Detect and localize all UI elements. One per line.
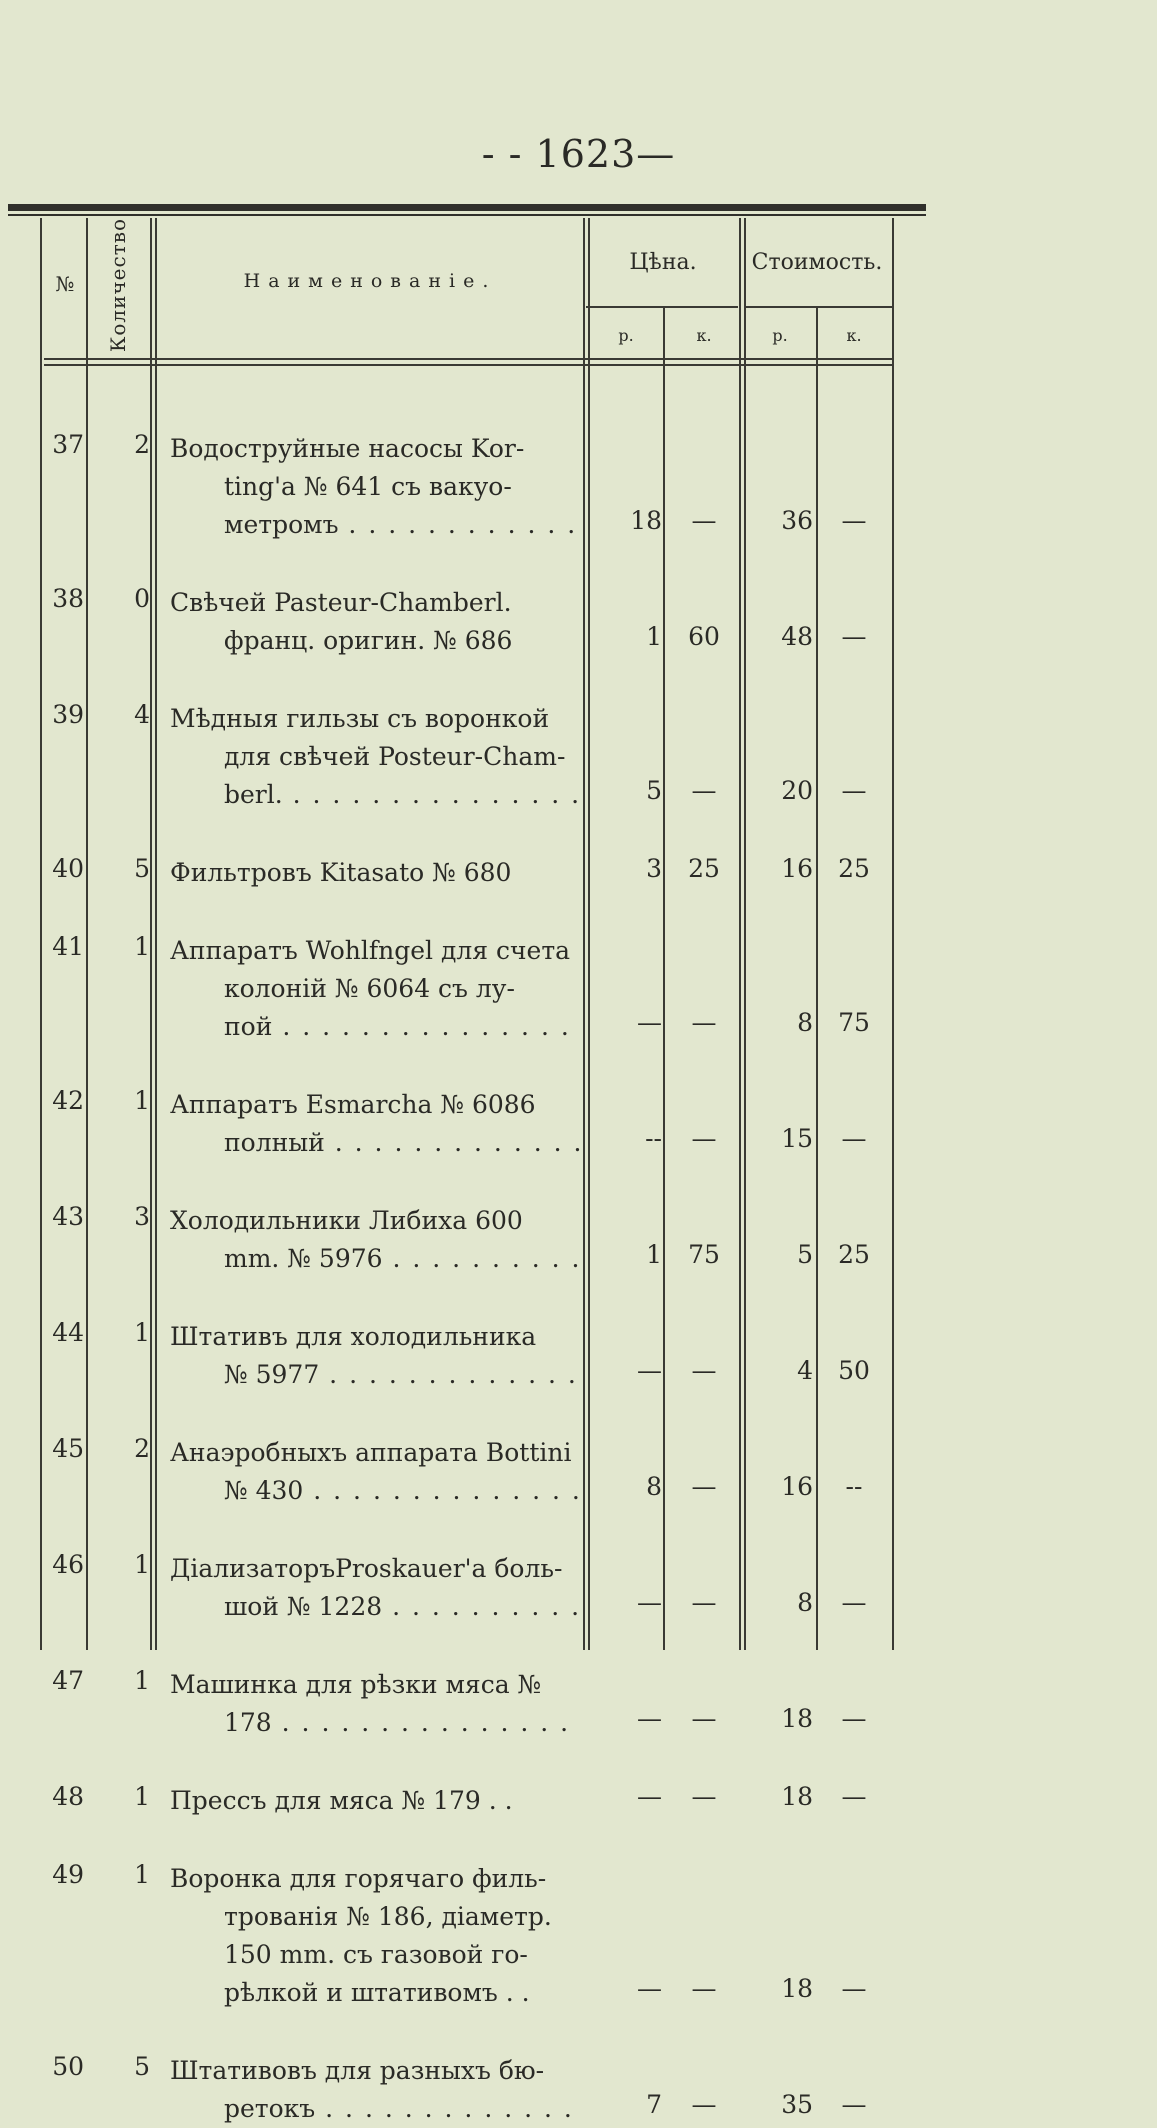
cost-kop: — bbox=[841, 1588, 867, 1617]
price-rub: — bbox=[637, 1704, 662, 1733]
row-name bbox=[170, 1202, 582, 1278]
table-row bbox=[0, 932, 1157, 1046]
row-name-line: Машинка для рѣзки мяса № bbox=[170, 1670, 542, 1699]
row-name-line: трованія № 186, діаметр. bbox=[224, 1902, 552, 1931]
row-name-line: для свѣчей Posteur-Cham- bbox=[224, 742, 566, 771]
table-row bbox=[0, 584, 1157, 660]
price-rub: -- bbox=[645, 1124, 662, 1153]
table-row bbox=[0, 1550, 1157, 1626]
row-name-line: пой . . . bbox=[170, 1008, 582, 1046]
header-name: Наименованіе. bbox=[243, 270, 497, 292]
cost-kop: 75 bbox=[838, 1008, 870, 1037]
header-quantity-label: Количество bbox=[106, 217, 130, 353]
row-name bbox=[170, 1550, 582, 1626]
row-name-line: mm. № 5976 . . . bbox=[170, 1240, 582, 1278]
row-name-line: Прессъ для мяса № 179 . . bbox=[170, 1786, 513, 1815]
cost-rub: 18 bbox=[781, 1782, 813, 1811]
cost-kop: — bbox=[841, 1782, 867, 1811]
cost-kop: — bbox=[841, 1124, 867, 1153]
header-bottom-rule bbox=[44, 358, 892, 360]
top-rule-thin bbox=[8, 214, 926, 216]
price-rub: — bbox=[637, 1008, 662, 1037]
cost-kop: -- bbox=[845, 1472, 863, 1501]
row-name-line: Аппаратъ Esmarcha № 6086 bbox=[170, 1090, 536, 1119]
page-number: - - 1623— bbox=[481, 132, 676, 176]
row-name-line: Холодильники Либиха 600 bbox=[170, 1206, 523, 1235]
row-number: 42 bbox=[52, 1086, 84, 1115]
row-quantity: 1 bbox=[134, 1782, 150, 1811]
row-number: 39 bbox=[52, 700, 84, 729]
row-number: 40 bbox=[52, 854, 84, 883]
header-cost-kop: к. bbox=[846, 326, 862, 345]
price-kop: — bbox=[691, 1704, 717, 1733]
header-price: Цѣна. bbox=[629, 250, 697, 275]
table-row bbox=[0, 1202, 1157, 1278]
row-name-line: ретокъ . . . bbox=[170, 2090, 582, 2128]
row-name bbox=[170, 700, 582, 814]
row-name-line: шой № 1228 . . . bbox=[170, 1588, 582, 1626]
row-quantity: 1 bbox=[134, 1860, 150, 1889]
row-name bbox=[170, 1666, 582, 1742]
row-number: 46 bbox=[52, 1550, 84, 1579]
row-name-line: Аппаратъ Wohlfngel для счета bbox=[170, 936, 571, 965]
cost-rub: 18 bbox=[781, 1704, 813, 1733]
cost-kop: — bbox=[841, 622, 867, 651]
price-kop: 25 bbox=[688, 854, 720, 883]
row-name bbox=[170, 1860, 582, 2012]
row-name-line: франц. оригин. № 686 bbox=[224, 626, 513, 655]
row-quantity: 0 bbox=[134, 584, 150, 613]
row-quantity: 1 bbox=[134, 1086, 150, 1115]
row-number: 43 bbox=[52, 1202, 84, 1231]
row-name-line: Штативъ для холодильника bbox=[170, 1322, 537, 1351]
table-row bbox=[0, 1434, 1157, 1510]
cost-kop: — bbox=[841, 776, 867, 805]
price-kop: — bbox=[691, 1974, 717, 2003]
row-number: 45 bbox=[52, 1434, 84, 1463]
header-cost: Стоимость. bbox=[751, 250, 883, 275]
price-kop: — bbox=[691, 1472, 717, 1501]
header-quantity bbox=[103, 210, 133, 360]
price-rub: — bbox=[637, 1974, 662, 2003]
price-kop: — bbox=[691, 506, 717, 535]
price-rub: 1 bbox=[646, 1240, 662, 1269]
row-number: 41 bbox=[52, 932, 84, 961]
row-name bbox=[170, 430, 582, 544]
price-kop: — bbox=[691, 1124, 717, 1153]
row-name-line: рѣлкой и штативомъ . . bbox=[224, 1978, 530, 2007]
cost-rub: 20 bbox=[781, 776, 813, 805]
top-rule bbox=[8, 204, 926, 211]
cost-rub: 16 bbox=[781, 854, 813, 883]
cost-kop: — bbox=[841, 506, 867, 535]
row-quantity: 1 bbox=[134, 932, 150, 961]
cost-subheader-rule bbox=[744, 306, 892, 308]
row-name-line: berl. . . . bbox=[170, 776, 582, 814]
row-name-line: ДіализаторъProskauer'а боль- bbox=[170, 1554, 563, 1583]
row-name bbox=[170, 1434, 582, 1510]
row-name-line: 150 mm. съ газовой го- bbox=[224, 1940, 528, 1969]
row-name bbox=[170, 854, 582, 892]
table-row bbox=[0, 1086, 1157, 1162]
row-name-line: метромъ . . . bbox=[170, 506, 582, 544]
cost-kop: 25 bbox=[838, 1240, 870, 1269]
row-name-line: Мѣдныя гильзы съ воронкой bbox=[170, 704, 550, 733]
table-row bbox=[0, 1782, 1157, 1820]
row-name bbox=[170, 2052, 582, 2128]
row-name-line: Водоструйные насосы Kor- bbox=[170, 434, 525, 463]
cost-rub: 36 bbox=[781, 506, 813, 535]
cost-kop: — bbox=[841, 2090, 867, 2119]
cost-rub: 15 bbox=[781, 1124, 813, 1153]
table-row bbox=[0, 1860, 1157, 2012]
price-rub: 5 bbox=[646, 776, 662, 805]
row-number: 44 bbox=[52, 1318, 84, 1347]
row-name bbox=[170, 1782, 582, 1820]
table-row bbox=[0, 430, 1157, 544]
row-quantity: 4 bbox=[134, 700, 150, 729]
row-quantity: 1 bbox=[134, 1666, 150, 1695]
row-name-line: Фильтровъ Kitasato № 680 bbox=[170, 858, 512, 887]
table-row bbox=[0, 700, 1157, 814]
header-bottom-rule-2 bbox=[44, 364, 892, 366]
cost-kop: — bbox=[841, 1974, 867, 2003]
cost-rub: 5 bbox=[797, 1240, 813, 1269]
price-rub: 8 bbox=[646, 1472, 662, 1501]
row-quantity: 5 bbox=[134, 854, 150, 883]
price-kop: — bbox=[691, 1008, 717, 1037]
header-cost-rub: р. bbox=[772, 326, 788, 345]
row-name bbox=[170, 932, 582, 1046]
row-quantity: 1 bbox=[134, 1318, 150, 1347]
row-name-line: полный . . . bbox=[170, 1124, 582, 1162]
cost-kop: 25 bbox=[838, 854, 870, 883]
row-name bbox=[170, 584, 582, 660]
cost-kop: 50 bbox=[838, 1356, 870, 1385]
row-number: 37 bbox=[52, 430, 84, 459]
price-rub: 18 bbox=[630, 506, 662, 535]
row-quantity: 2 bbox=[134, 1434, 150, 1463]
header-number: № bbox=[55, 272, 75, 296]
row-quantity: 1 bbox=[134, 1550, 150, 1579]
row-number: 48 bbox=[52, 1782, 84, 1811]
price-rub: — bbox=[637, 1588, 662, 1617]
price-subheader-rule bbox=[586, 306, 738, 308]
row-number: 49 bbox=[52, 1860, 84, 1889]
price-rub: 7 bbox=[646, 2090, 662, 2119]
price-kop: — bbox=[691, 2090, 717, 2119]
row-name-line: № 430 . . . bbox=[170, 1472, 582, 1510]
price-kop: — bbox=[691, 1356, 717, 1385]
cost-rub: 18 bbox=[781, 1974, 813, 2003]
price-rub: — bbox=[637, 1356, 662, 1385]
price-kop: — bbox=[691, 776, 717, 805]
row-name bbox=[170, 1086, 582, 1162]
cost-rub: 4 bbox=[797, 1356, 813, 1385]
table-row bbox=[0, 854, 1157, 892]
cost-rub: 48 bbox=[781, 622, 813, 651]
cost-rub: 35 bbox=[781, 2090, 813, 2119]
row-number: 47 bbox=[52, 1666, 84, 1695]
table-row bbox=[0, 1318, 1157, 1394]
header-price-rub: р. bbox=[618, 326, 634, 345]
table-row bbox=[0, 2052, 1157, 2128]
price-kop: — bbox=[691, 1588, 717, 1617]
row-quantity: 2 bbox=[134, 430, 150, 459]
cost-rub: 8 bbox=[797, 1008, 813, 1037]
table-row bbox=[0, 1666, 1157, 1742]
price-rub: 1 bbox=[646, 622, 662, 651]
price-rub: 3 bbox=[646, 854, 662, 883]
cost-kop: — bbox=[841, 1704, 867, 1733]
row-number: 50 bbox=[52, 2052, 84, 2081]
row-name-line: № 5977 . . . bbox=[170, 1356, 582, 1394]
row-name-line: колоній № 6064 съ лу- bbox=[224, 974, 515, 1003]
row-name-line: Штативовъ для разныхъ бю- bbox=[170, 2056, 545, 2085]
price-kop: 60 bbox=[688, 622, 720, 651]
header-price-kop: к. bbox=[696, 326, 712, 345]
row-name-line: ting'а № 641 съ вакуо- bbox=[224, 472, 512, 501]
row-quantity: 3 bbox=[134, 1202, 150, 1231]
row-name-line: Анаэробныхъ аппарата Bottini bbox=[170, 1438, 572, 1467]
row-name-line: Воронка для горячаго филь- bbox=[170, 1864, 547, 1893]
row-number: 38 bbox=[52, 584, 84, 613]
price-rub: — bbox=[637, 1782, 662, 1811]
row-quantity: 5 bbox=[134, 2052, 150, 2081]
row-name bbox=[170, 1318, 582, 1394]
price-kop: 75 bbox=[688, 1240, 720, 1269]
row-name-line: Свѣчей Pasteur-Chamberl. bbox=[170, 588, 512, 617]
row-name-line: 178 . . . bbox=[170, 1704, 582, 1742]
cost-rub: 16 bbox=[781, 1472, 813, 1501]
cost-rub: 8 bbox=[797, 1588, 813, 1617]
price-kop: — bbox=[691, 1782, 717, 1811]
